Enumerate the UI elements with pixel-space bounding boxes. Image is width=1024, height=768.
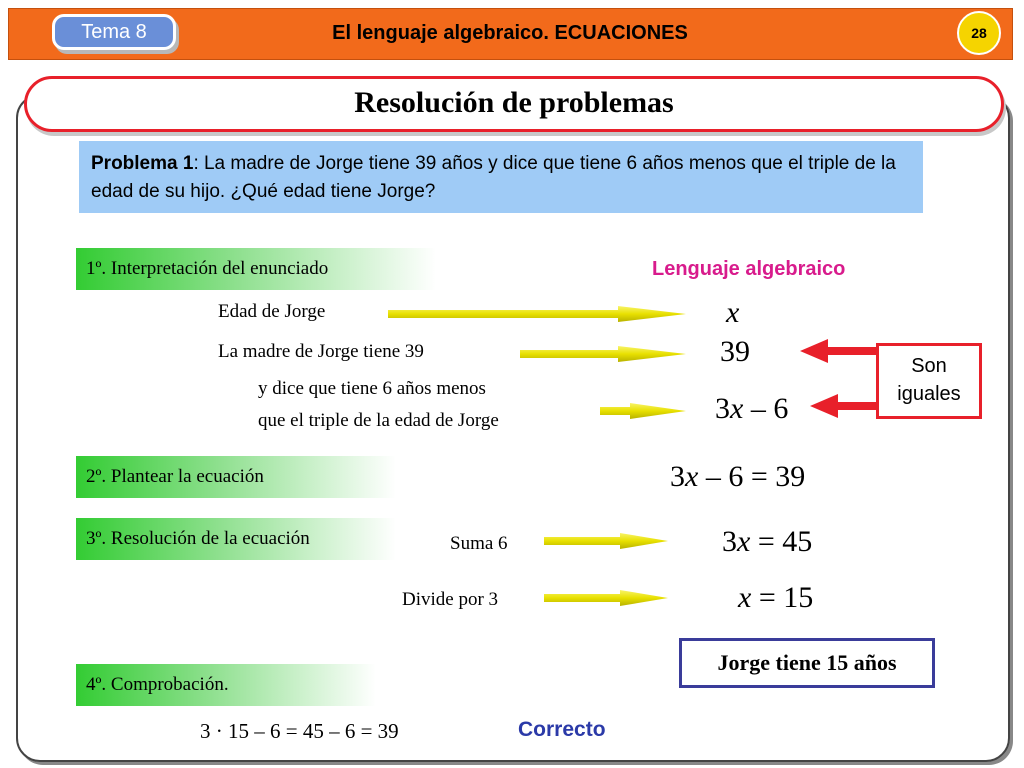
row-triple-expr: 3x – 6 — [715, 392, 789, 425]
step-3-label: 3º. Resolución de la ecuación — [76, 518, 396, 560]
row-edad-jorge-text: Edad de Jorge — [218, 301, 326, 322]
son-iguales-line1: Son — [911, 355, 947, 377]
row-madre-text: La madre de Jorge tiene 39 — [218, 341, 424, 362]
check-result: Correcto — [518, 718, 606, 741]
row-madre-expr: 39 — [720, 335, 750, 368]
step-1-label: 1º. Interpretación del enunciado — [76, 248, 436, 290]
algebraic-language-heading: Lenguaje algebraico — [652, 258, 846, 280]
check-expression: 3 · 15 – 6 = 45 – 6 = 39 — [200, 719, 399, 743]
equation: 3x – 6 = 39 — [670, 460, 806, 493]
header-title: El lenguaje algebraico. ECUACIONES — [332, 22, 688, 44]
row-triple-text-line2: que el triple de la edad de Jorge — [258, 410, 499, 431]
son-iguales-box — [876, 343, 982, 419]
step-2-label: 2º. Plantear la ecuación — [76, 456, 396, 498]
row-triple-text-line1: y dice que tiene 6 años menos — [258, 378, 486, 399]
tema-badge[interactable]: Tema 8 — [52, 14, 176, 50]
result-x-15: x = 15 — [738, 581, 814, 614]
result-3x-45: 3x = 45 — [722, 525, 813, 558]
page-number-badge: 28 — [957, 11, 1001, 55]
operation-suma-6: Suma 6 — [450, 533, 508, 554]
problem-text: : La madre de Jorge tiene 39 años y dice que tiene 6 años menos que el triple de la edad de su hijo. ¿Qué edad tiene Jorge? — [91, 153, 896, 202]
section-title: Resolución de problemas — [354, 86, 674, 119]
problem-statement-box — [79, 141, 923, 213]
problem-label: Problema 1 — [91, 153, 194, 174]
son-iguales-line2: iguales — [897, 383, 961, 405]
answer-box: Jorge tiene 15 años — [679, 638, 935, 688]
operation-divide-3: Divide por 3 — [402, 589, 499, 610]
row-edad-jorge-expr: x — [726, 296, 740, 329]
step-4-label: 4º. Comprobación. — [76, 664, 376, 706]
